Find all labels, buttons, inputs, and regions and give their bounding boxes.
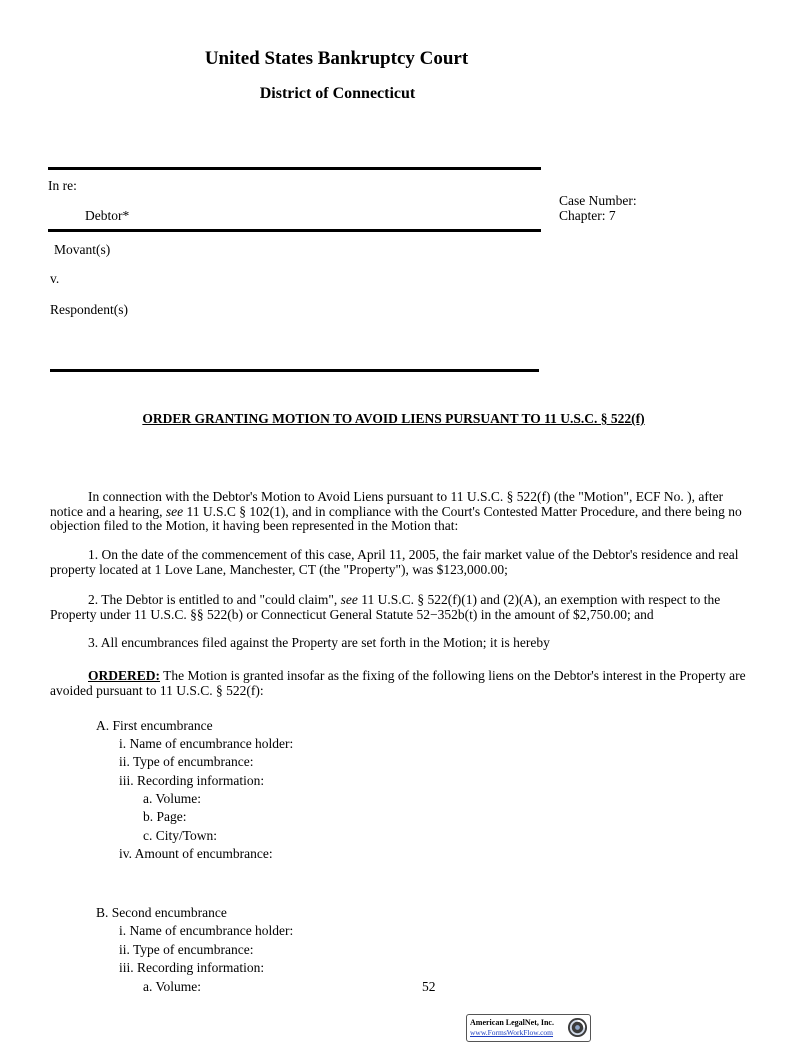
caption-top-rule [48, 167, 541, 170]
list-item: iii. Recording information: [119, 960, 265, 975]
list-item: i. Name of encumbrance holder: [119, 923, 294, 938]
ordered-paragraph: ORDERED: The Motion is granted insofar as the fixing of the following liens on the Debtor's interest in the Property are avoided pursuant to 11 U.S.C. § 522(f): [50, 668, 746, 698]
intro-paragraph: In connection with the Debtor's Motion to Avoid Liens pursuant to 11 U.S.C. § 522(f) (the "Motion", ECF No. ), after notice and a hearing, see 11 U.S.C § 102(1), and in compliance with the Court's Contested Matter Procedure, and there being no objection filed to the Motion, it having been represented in the Motion that: [50, 489, 742, 533]
caption-bottom-rule [50, 369, 539, 372]
paragraph-1: 1. On the date of the commencement of this case, April 11, 2005, the fair market value of the Debtor's residence and real property located at 1 Love Lane, Manchester, CT (the "Property"), was $123,000.00; [50, 547, 739, 577]
case-number-label: Case Number: [559, 193, 637, 208]
badge-url-link[interactable]: www.FormsWorkFlow.com [470, 1028, 554, 1037]
list-item: ii. Type of encumbrance: [119, 942, 254, 957]
in-re-label: In re: [48, 178, 77, 193]
badge-company: American LegalNet, Inc. [470, 1018, 554, 1027]
district-name: District of Connecticut [259, 85, 416, 102]
list-item: iii. Recording information: [119, 773, 265, 788]
movant-label: Movant(s) [54, 242, 111, 257]
order-title: ORDER GRANTING MOTION TO AVOID LIENS PURSUANT TO 11 U.S.C. § 522(f) [142, 411, 645, 426]
paragraph-3: 3. All encumbrances filed against the Property are set forth in the Motion; it is hereby [88, 635, 550, 650]
forms-workflow-badge[interactable] [466, 1014, 591, 1042]
list-item: A. First encumbrance [96, 718, 213, 733]
ordered-label: ORDERED: [88, 668, 161, 683]
list-item: a. Volume: [143, 791, 202, 806]
list-item: iv. Amount of encumbrance: [119, 846, 273, 861]
chapter-label: Chapter: 7 [559, 208, 616, 223]
list-item: c. City/Town: [143, 828, 218, 843]
list-item: ii. Type of encumbrance: [119, 754, 254, 769]
paragraph-2: 2. The Debtor is entitled to and "could claim", see 11 U.S.C. § 522(f)(1) and (2)(A), an exemption with respect to the Property under 11 U.S.C. §§ 522(b) or Connecticut General Statute 52−352b(t) in the amount of $2,750.00; and [50, 592, 721, 622]
caption-middle-rule [48, 229, 541, 232]
list-item: a. Volume: [143, 979, 202, 994]
respondent-label: Respondent(s) [50, 302, 128, 317]
page-number: 52 [422, 979, 436, 994]
list-item: B. Second encumbrance [96, 905, 227, 920]
globe-logo-icon [567, 1017, 588, 1038]
list-item: b. Page: [143, 809, 187, 824]
court-name: United States Bankruptcy Court [204, 48, 469, 69]
versus-label: v. [50, 271, 60, 286]
list-item: i. Name of encumbrance holder: [119, 736, 294, 751]
debtor-label: Debtor* [85, 208, 130, 223]
